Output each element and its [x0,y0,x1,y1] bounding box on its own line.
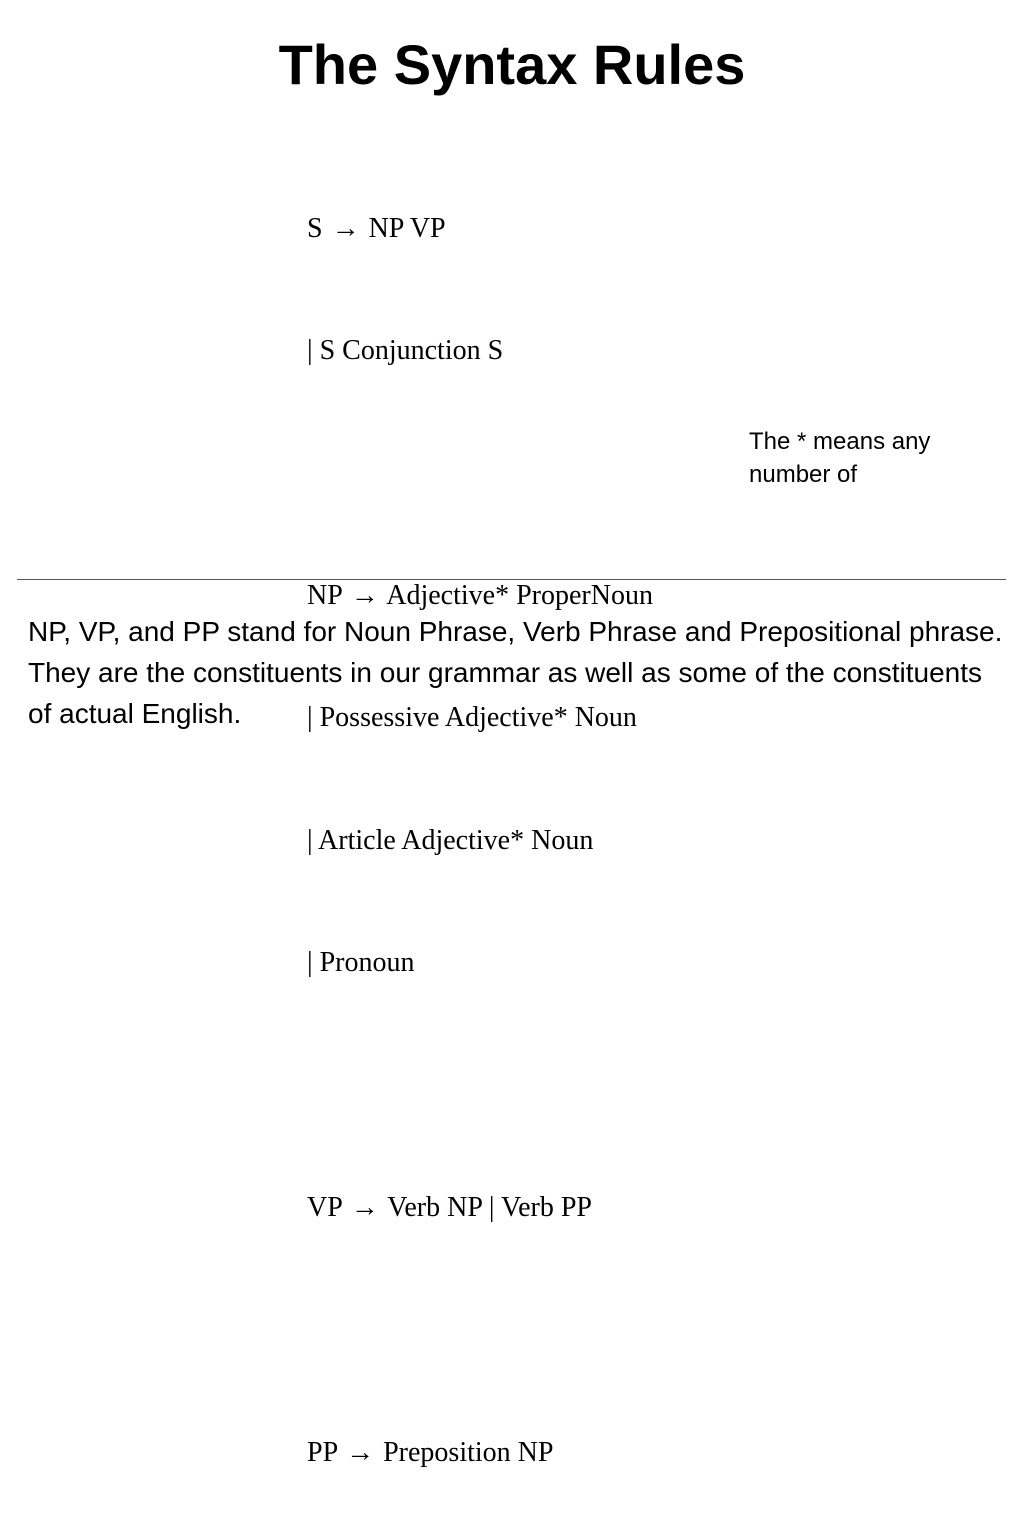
rule-spacer [307,1310,653,1351]
footer-text: NP, VP, and PP stand for Noun Phrase, Verb Phrase and Prepositional phrase. They are the constituents in our grammar as well as some of the constituents of actual English. [28,616,1003,729]
rule-line [307,1433,653,1474]
rule-rhs: Verb NP | Verb PP [387,1191,593,1223]
rule-rhs: Adjective* ProperNoun [386,579,653,611]
rule-lhs: PP [307,1436,338,1468]
rule-line: | Article Adjective* Noun [307,824,594,856]
rule-rhs: NP VP [368,212,446,244]
rule-spacer [307,1065,653,1106]
right-arrow-icon: → [350,579,379,611]
rule-lhs: S [307,212,323,244]
rule-line: | S Conjunction S [307,334,504,366]
rule-line: | Pronoun [307,946,415,978]
right-arrow-icon: → [350,1191,379,1223]
grammar-rules [307,127,653,1514]
rule-lhs: NP [307,579,342,611]
right-arrow-icon: → [331,212,360,244]
side-note: The * means any number of [749,428,931,488]
rule-line: | Possessive Adjective* Noun [307,702,637,734]
rule-lhs: VP [307,1191,342,1223]
rule-line [307,1188,653,1229]
divider [17,579,1006,580]
right-arrow-icon: → [346,1436,375,1468]
rule-rhs: Preposition NP [383,1436,554,1468]
rule-line [307,209,653,250]
rule-spacer [307,453,653,494]
slide-title: The Syntax Rules [278,33,746,96]
